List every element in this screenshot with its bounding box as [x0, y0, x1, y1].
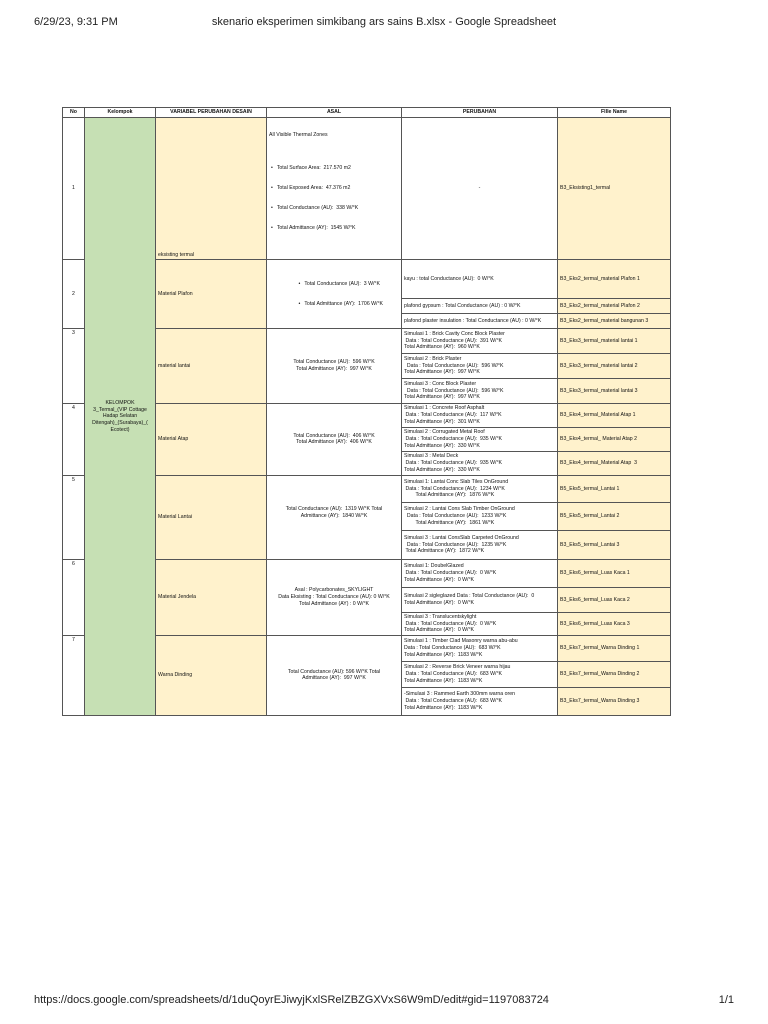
- perubahan-cell: plafond plaster insulation : Total Conductance (AU) : 0 W/°K: [402, 314, 558, 329]
- file-name-cell: B3_Eks4_termal_ Material Atap 2: [558, 427, 671, 451]
- variabel-cell: Material Lantai: [156, 475, 267, 559]
- perubahan-cell: Simulasi 1 : Concrete Roof Asphalt Data : Total Conductance (AU): 117 W/°K Total Admittance (AY): 301 W/°K: [402, 403, 558, 427]
- perubahan-cell: Simulasi 3 : Conc Block Plaster Data : Total Conductance (AU): 596 W/°K Total Admittance (AY): 997 W/°K: [402, 378, 558, 403]
- asal-cell: Asal : Polycarbonates_SKYLIGHT Data Eksisting : Total Conductance (AU): 0 W/°K Total Admittance (AY) : 0 W/°K: [267, 559, 402, 635]
- table-row: [63, 118, 671, 260]
- file-name-cell: B3_Eks2_termal_material bangunan 3: [558, 314, 671, 329]
- perubahan-cell: Simulasi 2 : Brick Plaster Data : Total Conductance (AU): 596 W/°K Total Admittance (AY): 997 W/°K: [402, 353, 558, 378]
- col-header-file-name: FIlle Name: [558, 108, 671, 118]
- perubahan-cell: Simulasi 2 sigleglazed Data : Total Conductance (AU): 0 Total Admittance (AY): 0 W/°K: [402, 587, 558, 612]
- perubahan-cell: -: [402, 118, 558, 260]
- document-url[interactable]: https://docs.google.com/spreadsheets/d/1duQoyrEJiwyjKxlSRelZBZGXVxS6W9mD/edit#gid=1197083724: [34, 994, 549, 1006]
- file-name-cell: B3_Eks4_termal_Material Atap 1: [558, 403, 671, 427]
- asal-bullet-list: [269, 152, 399, 245]
- file-name-cell: B3_Eks4_termal_Material Atap 3: [558, 451, 671, 475]
- variabel-cell: Material Jendela: [156, 559, 267, 635]
- asal-cell: Total Conductance (AU): 596 W/°K Total Admittance (AY): 997 W/°K: [267, 328, 402, 403]
- perubahan-cell: kayu : total Conductance (AU): 0 W/°K: [402, 260, 558, 299]
- col-header-variabel: VARIABEL PERUBAHAN DESAIN: [156, 108, 267, 118]
- row-number: 1: [63, 118, 85, 260]
- file-name-cell: B3_Eksisting1_termal: [558, 118, 671, 260]
- asal-bullet: • Total Exposed Area: 47.376 m2: [279, 185, 399, 192]
- asal-bullet: • Total Conductance (AU): 3 W/°K: [307, 281, 384, 288]
- file-name-cell: B3_Eks7_termal_Warna Dinding 1: [558, 635, 671, 661]
- asal-bullet-list: [297, 267, 384, 320]
- perubahan-cell: Simulasi 3 : Metal Deck Data : Total Conductance (AU): 935 W/°K Total Admittance (AY): 330 W/°K: [402, 451, 558, 475]
- perubahan-cell: Simulasi 1: Lantai Conc Slab Tiles OnGround Data : Total Conductance (AU): 1234 W/°K Total Admittance (AY): 1876 W/°K: [402, 475, 558, 502]
- asal-title: All Visible Thermal Zones: [269, 132, 328, 139]
- perubahan-cell: plafond gypsum : Total Conductance (AU) : 0 W/°K: [402, 299, 558, 314]
- scenario-table: [62, 107, 671, 716]
- file-name-cell: B3_Eks7_termal_Warna Dinding 3: [558, 687, 671, 715]
- asal-bullet: • Total Conductance (AU): 338 W/°K: [279, 205, 399, 212]
- perubahan-cell: Simulasi 3 : Translucentskylight Data : Total Conductance (AU): 0 W/°K Total Admittance (AY): 0 W/°K: [402, 612, 558, 635]
- file-name-cell: B3_Eks3_termal_material lantai 2: [558, 353, 671, 378]
- file-name-cell: B3_Eks2_termal_material Plafon 1: [558, 260, 671, 299]
- perubahan-cell: Simulasi 2 : Lantai Cons Slab Timber OnGround Data : Total Conductance (AU): 1233 W/°K Total Admittance (AY): 1861 W/°K: [402, 502, 558, 530]
- asal-cell: Total Conductance (AU): 406 W/°K Total Admittance (AY): 406 W/°K: [267, 403, 402, 475]
- asal-bullet: • Total Surface Area: 217.570 m2: [279, 165, 399, 172]
- perubahan-cell: Simulasi 2 : Reverse Brick Veneer warna hijau Data : Total Conductance (AU): 683 W/°K Total Admittance (AY): 1183 W/°K: [402, 661, 558, 687]
- row-number: 7: [63, 635, 85, 715]
- col-header-kelompok: Kelompok: [85, 108, 156, 118]
- file-name-cell: B3_Eks6_termal_Luas Kaca 2: [558, 587, 671, 612]
- file-name-cell: B3_Eks3_termal_material lantai 3: [558, 378, 671, 403]
- header-row: [63, 108, 671, 118]
- file-name-cell: B5_Eks5_termal_Lantai 2: [558, 502, 671, 530]
- perubahan-cell: Simulasi 3 : Lantai ConsSlab Carpeted OnGround Data : Total Conductance (AU): 1235 W/°K Total Admittance (AY): 1872 W/°K: [402, 530, 558, 559]
- asal-bullet: • Total Admittance (AY): 1545 W/°K: [279, 225, 399, 232]
- asal-cell: [267, 118, 402, 260]
- file-name-cell: B3_Eks6_termal_Luas Kaca 3: [558, 612, 671, 635]
- print-header: [34, 16, 734, 30]
- row-number: 3: [63, 328, 85, 403]
- asal-cell: [267, 260, 402, 329]
- file-name-cell: B3_Eks5_termal_Lantai 3: [558, 530, 671, 559]
- perubahan-cell: Simulasi 1 : Brick Cavity Conc Block Plaster Data : Total Conductance (AU): 391 W/°K Total Admittance (AY): 960 W/°K: [402, 328, 558, 353]
- col-header-asal: ASAL: [267, 108, 402, 118]
- perubahan-cell: Simulasi 1 : Timber Clad Masonry warna abu-abu Data : Total Conductance (AU): 683 W/°K Total Admittance (AY): 1183 W/°K: [402, 635, 558, 661]
- kelompok-cell: KELOMPOK 3_Termal_(VIP Cottage Hadap Selatan Ditengah)_(Surabaya)_( Ecotect): [85, 118, 156, 716]
- row-number: 2: [63, 260, 85, 329]
- asal-bullet: • Total Admittance (AY): 1706 W/°K: [307, 301, 384, 308]
- document-title: skenario eksperimen simkibang ars sains B.xlsx - Google Spreadsheet: [211, 16, 557, 28]
- perubahan-cell: -Simulasi 3 : Rammed Earth 300mm warna oren Data : Total Conductance (AU): 683 W/°K Total Admittance (AY): 1183 W/°K: [402, 687, 558, 715]
- print-datetime: 6/29/23, 9:31 PM: [34, 16, 118, 28]
- row-number: 6: [63, 559, 85, 635]
- perubahan-cell: Simulasi 2 : Corrugated Metal Roof Data : Total Conductance (AU): 935 W/°K Total Admittance (AY): 330 W/°K: [402, 427, 558, 451]
- col-header-perubahan: PERUBAHAN: [402, 108, 558, 118]
- variabel-cell: Material Atap: [156, 403, 267, 475]
- file-name-cell: B3_Eks7_termal_Warna Dinding 2: [558, 661, 671, 687]
- row-number: 4: [63, 403, 85, 475]
- asal-cell: Total Conductance (AU): 1319 W/°K Total Admittance (AY): 1840 W/°K: [267, 475, 402, 559]
- file-name-cell: B3_Eks2_termal_material Plafon 2: [558, 299, 671, 314]
- file-name-cell: B3_Eks6_termal_Luas Kaca 1: [558, 559, 671, 587]
- file-name-cell: B3_Eks3_termal_material lantai 1: [558, 328, 671, 353]
- variabel-cell: Warna Dinding: [156, 635, 267, 715]
- page-number: 1/1: [718, 994, 734, 1006]
- variabel-cell: material lantai: [156, 328, 267, 403]
- asal-cell: Total Conductance (AU): 596 W/°K Total Admittance (AY): 997 W/°K: [267, 635, 402, 715]
- variabel-cell: eksisting termal: [156, 118, 267, 260]
- file-name-cell: B5_Eks5_termal_Lantai 1: [558, 475, 671, 502]
- row-number: 5: [63, 475, 85, 559]
- variabel-cell: Material Plafon: [156, 260, 267, 329]
- col-header-no: No: [63, 108, 85, 118]
- perubahan-cell: Simulasi 1: DoubelGlazed Data : Total Conductance (AU): 0 W/°K Total Admittance (AY): 0 W/°K: [402, 559, 558, 587]
- print-footer: [34, 994, 734, 1008]
